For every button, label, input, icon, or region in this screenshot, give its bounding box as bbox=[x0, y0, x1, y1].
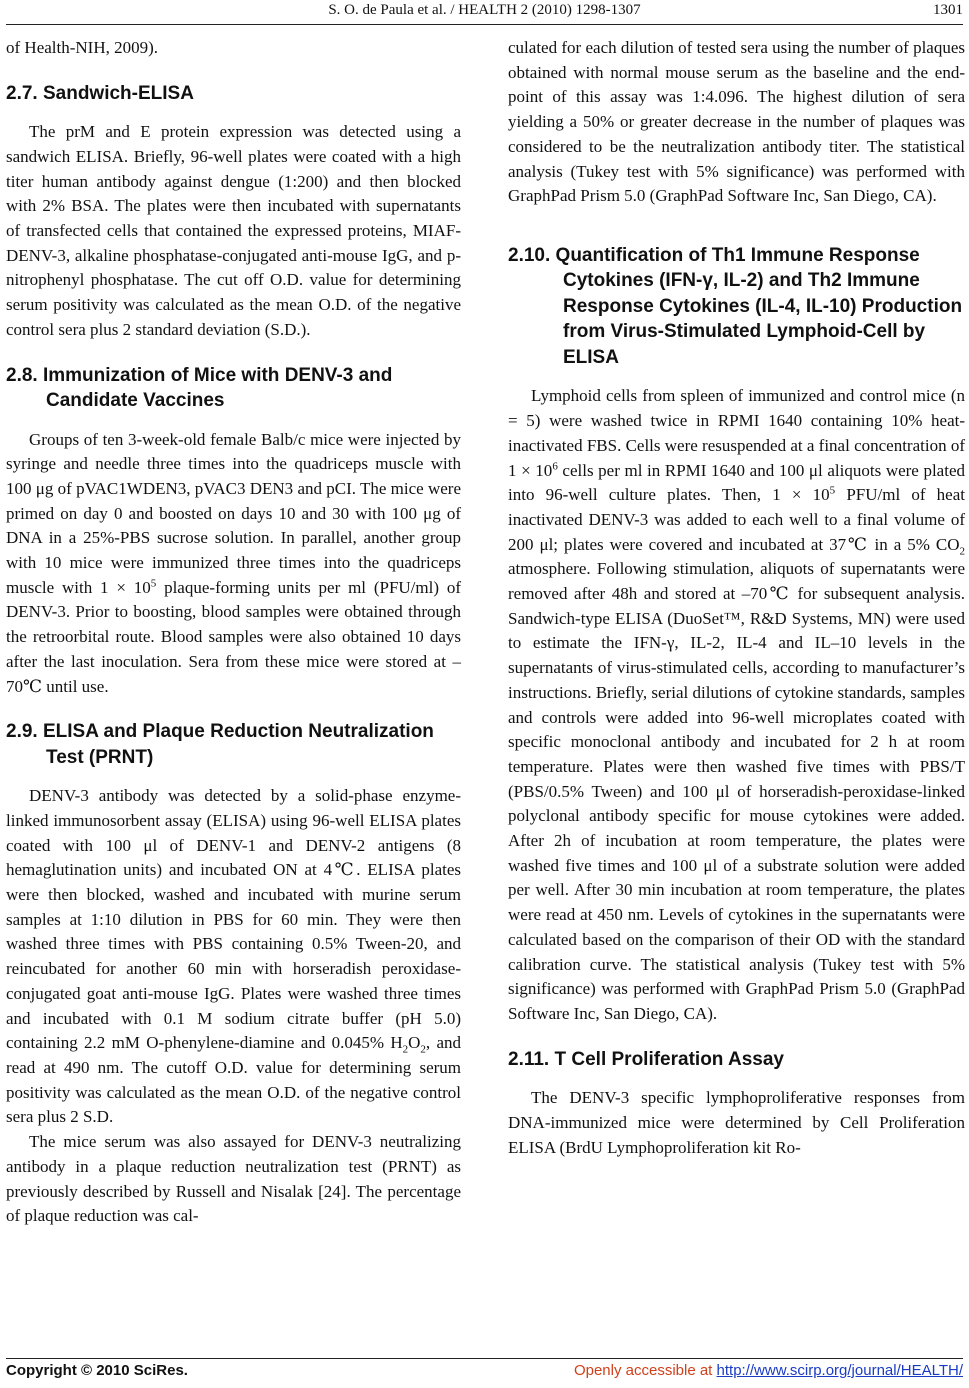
header-rule bbox=[6, 24, 963, 25]
section-heading-2-10: 2.10. Quantification of Th1 Immune Response Cytokines (IFN-γ, IL-2) and Th2 Immune Response Cytokines (IL-4, IL-10) Production from Virus-Stimulated Lymphoid-Cell by ELISA bbox=[508, 244, 963, 368]
footer-rule bbox=[6, 1358, 963, 1359]
paragraph-cytokine-quantification: Lymphoid cells from spleen of immunized and control mice (n = 5) were washed twice in RPMI 1640 containing 10% heat-inactivated FBS. Cells were resuspended at a final concentration of $1 \times 10^6$ cells per ml in RPMI 1640 and 100 μl aliquots were plated into 96-well culture plates. Then, $1 \times 10^5$ PFU/ml of heat inactivated DENV-3 was added to each well to a final volume of 200 μl; plates were covered and incubated at 37℃ in a 5% $CO_2$ atmosphere. Following stimulation, aliquots of supernatants were removed after 48h and stored at –70℃ for subsequent analysis. Sandwich-type ELISA (DuoSet™, R&D Systems, MN) were used to estimate the IFN-γ, IL-2, IL-4 and IL–10 levels in the supernatants of virus-stimulated cells, according to manufacturer’s instructions. Briefly, serial dilutions of cytokine standards, samples and controls were added into 96-well microplates coated with specific monoclonal antibody and incubated for 2 h at room temperature. Plates were then washed five times with PBS/T (PBS/0.5% Tween) and 100 μl of horseradish-peroxidase-linked polyclonal antibody specific for mouse cytokines were added. After 2h of incubation at room temperature, the plates were washed five times and 100 μl of a substrate solution were added per well. After 30 min incubation at room temperature, the plates were read at 450 nm. Levels of cytokines in the supernatants were calculated based on the comparison of their OD with the standard calibration curve. The statistical analysis (Tukey test with 5% significance) was performed with GraphPad Prism 5.0 (GraphPad Software Inc, San Diego, CA). bbox=[508, 386, 965, 1023]
left-column bbox=[6, 36, 461, 1229]
journal-url-link[interactable]: http://www.scirp.org/journal/HEALTH/ bbox=[716, 1362, 963, 1379]
page-number: 1301 bbox=[933, 2, 963, 18]
paragraph-prnt-continued: culated for each dilution of tested sera using the number of plaques obtained with normal mouse serum as the baseline and the end-point of this assay was 1:4.096. The highest dilution of sera yielding a 50% or greater decrease in the number of plaques was considered to be the neutralization antibody titer. The statistical analysis (Tukey test with 5% significance) was performed with GraphPad Prism 5.0 (GraphPad Software Inc, San Diego, CA). bbox=[508, 38, 965, 206]
page-footer bbox=[0, 1362, 969, 1388]
section-heading-2-11: 2.11. T Cell Proliferation Assay bbox=[508, 1048, 784, 1070]
running-title: S. O. de Paula et al. / HEALTH 2 (2010) 1298-1307 bbox=[328, 2, 641, 18]
paragraph-sandwich-elisa: The prM and E protein expression was detected using a sandwich ELISA. Briefly, 96-well plates were coated with a high titer human antibody against dengue (1:200) and then blocked with 2% BSA. The plates were then incubated with supernatants of transfected cells that contained the expressed proteins, MIAF-DENV-3, alkaline phosphatase-conjugated anti-mouse IgG, and p-nitrophenyl phosphatase. The cut off O.D. value for determining serum positivity was calculated as the mean O.D. of the negative control sera plus 2 standard deviation (S.D.). bbox=[6, 122, 461, 339]
paragraph-elisa-detection: DENV-3 antibody was detected by a solid-phase enzyme-linked immunosorbent assay (ELISA) using 96-well ELISA plates coated with 100 μl of DENV-1 and DENV-2 antigens (8 hemaglutination units) and incubated ON at 4℃. ELISA plates were then blocked, washed and incubated with murine serum samples at 1:10 dilution in PBS for 60 min. They were then washed three times with PBS containing 0.5% Tween-20, and reincubated for another 60 min with horseradish peroxidase-conjugated goat anti-mouse IgG. Plates were washed three times and incubated with 0.1 M sodium citrate buffer (pH 5.0) containing 2.2 mM O-phenylene-diamine and 0.045% $H_2O_2$, and read at 490 nm. The cutoff O.D. value for determining serum positivity was calculated as the mean O.D. of the negative control sera plus 2 S.D. bbox=[6, 786, 461, 1127]
section-heading-2-8: 2.8. Immunization of Mice with DENV-3 and Candidate Vaccines bbox=[6, 364, 393, 412]
copyright-notice: Copyright © 2010 SciRes. bbox=[6, 1362, 188, 1379]
paragraph-t-cell-proliferation: The DENV-3 specific lymphoproliferative responses from DNA-immunized mice were determined by Cell Proliferation ELISA (BrdU Lymphoproliferation kit Ro- bbox=[508, 1088, 965, 1157]
open-access-notice bbox=[574, 1362, 963, 1379]
open-access-label: Openly accessible at bbox=[573, 1362, 717, 1379]
paragraph-immunization: Groups of ten 3-week-old female Balb/c mice were injected by syringe and needle three times into the quadriceps muscle with 100 μg of pVAC1WDEN3, pVAC3 DEN3 and pCI. The mice were primed on day 0 and boosted on days 10 and 30 with 100 μg of DNA in a 25%-PBS sucrose solution. In parallel, another group with 10 mice were immunized three times into the quadriceps muscle with $1 \times 10^5$ plaque-forming units per ml (PFU/ml) of DENV-3. Prior to boosting, blood samples were obtained through the retroorbital route. Blood samples were also obtained 10 days after the last inoculation. Sera from these mice were stored at –70℃ until use. bbox=[6, 429, 461, 696]
paragraph-continued: of Health-NIH, 2009). bbox=[6, 38, 159, 57]
section-heading-2-7: 2.7. Sandwich-ELISA bbox=[6, 82, 194, 104]
section-heading-2-9: 2.9. ELISA and Plaque Reduction Neutralization Test (PRNT) bbox=[6, 721, 434, 768]
paragraph-prnt: The mice serum was also assayed for DENV-3 neutralizing antibody in a plaque reduction neutralization test (PRNT) as previously described by Russell and Nisalak [24]. The percentage of plaque reduction was cal- bbox=[6, 1132, 461, 1226]
right-column bbox=[508, 36, 965, 1160]
